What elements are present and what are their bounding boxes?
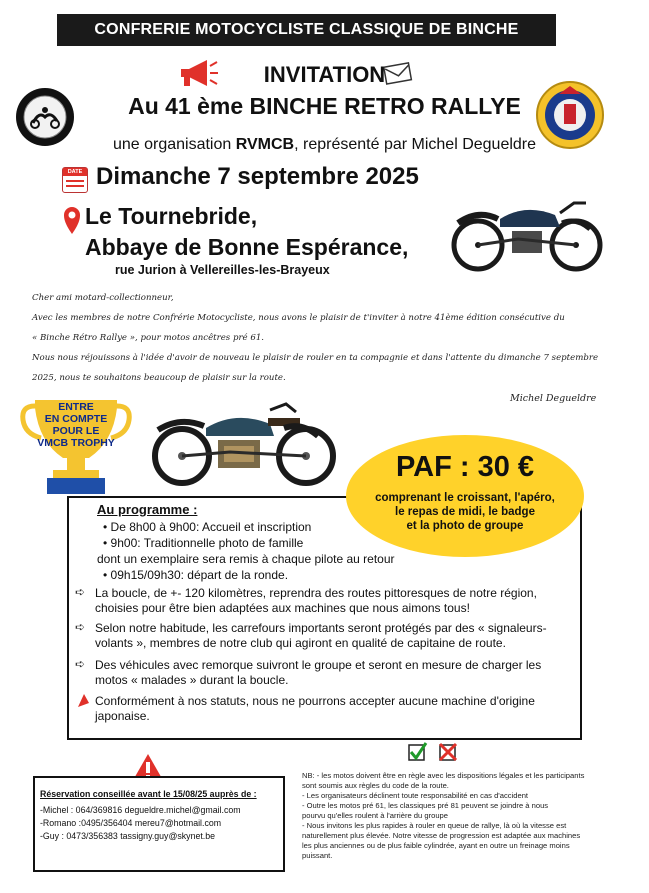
programme-item: dont un exemplaire sera remis à chaque pilote au retour — [97, 552, 395, 566]
programme-paragraph-line: Selon notre habitude, les carrefours importants seront protégés par des « signaleurs- — [95, 621, 547, 635]
trophy-line: EN COMPTE — [44, 413, 108, 425]
note-line: les plus anciennes ou de plus faible cylindrée, ayant en outre un freinage moins — [302, 841, 570, 850]
letter-line: Avec les membres de notre Confrérie Motocycliste, nous avons le plaisir de t'inviter à notre 41ème édition consécutive du — [32, 313, 565, 323]
programme-bullet: • 9h00: Traditionnelle photo de famille — [103, 536, 304, 550]
cross-icon — [438, 742, 458, 762]
letter-line: Nous nous réjouissons à l'idée d'avoir de nouveau le plaisir de rouler en ta compagnie et dans l'attente du dimanche 7 septembre — [32, 353, 599, 363]
price-detail-line: comprenant le croissant, l'apéro, — [375, 492, 555, 504]
note-line: NB: - les motos doivent être en règle avec les dispositions légales et les participants — [302, 771, 585, 780]
event-date: Dimanche 7 septembre 2025 — [96, 163, 419, 190]
price-title: PAF : 30 € — [395, 451, 535, 483]
programme-item: De 8h00 à 9h00: Accueil et inscription — [110, 520, 312, 534]
trophy-line: ENTRE — [58, 401, 94, 413]
vintage-motorcycle-image — [450, 193, 605, 273]
letter-line: « Binche Rétro Rallye », pour motos ancêtres pré 61. — [32, 333, 265, 343]
note-line: - Nous invitons les plus rapides à rouler en queue de rallye, là où la vitesse est — [302, 821, 567, 830]
signature: Michel Degueldre — [510, 393, 597, 404]
reservation-contact: -Michel : 064/369816 degueldre.michel@gmail.com — [40, 805, 241, 815]
note-line: - Outre les motos pré 61, les classiques pré 81 peuvent se joindre à nous — [302, 801, 549, 810]
price-detail-line: le repas de midi, le badge — [395, 506, 535, 518]
programme-paragraph-line: Conformément à nos statuts, nous ne pourrons accepter aucune machine d'origine — [95, 694, 535, 708]
price-detail-line: et la photo de groupe — [406, 520, 524, 532]
note-line: - Les organisateurs déclinent toute responsabilité en cas d'accident — [302, 791, 529, 800]
note-line: pourvu qu'elles roulent à l'arrière du groupe — [302, 811, 449, 820]
programme-paragraph-line: motos « malades » durant la boucle. — [95, 673, 289, 687]
letter-line: 2025, nous te souhaitons beaucoup de plaisir sur la route. — [32, 373, 286, 383]
arrow-icon: ➪ — [75, 620, 86, 634]
reservation-title: Réservation conseillée avant le 15/08/25 auprès de : — [40, 789, 257, 799]
programme-paragraph-line: choisies pour être bien adaptées aux machines que nous aimons tous! — [95, 601, 470, 615]
invitation-title: INVITATION — [263, 62, 386, 87]
programme-paragraph-line: La boucle, de +- 120 kilomètres, reprendra des routes pittoresques de notre région, — [95, 586, 537, 600]
trophy-line: POUR LE — [52, 425, 100, 437]
programme-item: 9h00: Traditionnelle photo de famille — [110, 536, 304, 550]
price-details — [346, 491, 584, 533]
location-pin-icon — [62, 205, 82, 235]
warning-flag-icon — [76, 692, 90, 708]
programme-bullet: • De 8h00 à 9h00: Accueil et inscription — [103, 520, 312, 534]
organizer-prefix: une organisation — [112, 136, 236, 153]
programme-title: Au programme : — [97, 502, 198, 517]
calendar-icon — [62, 167, 88, 193]
letter-line: Cher ami motard-collectionneur, — [32, 293, 174, 303]
programme-paragraph-line: Des véhicules avec remorque suivront le groupe et seront en mesure de charger les — [95, 658, 542, 672]
note-line: sont soumis aux règles du code de la route. — [302, 781, 449, 790]
venue-street: rue Jurion à Vellereilles-les-Brayeux — [115, 263, 330, 277]
note-line: naturellement plus élevée. Notre vitesse de progression est adaptée aux machines — [302, 831, 581, 840]
programme-bullet: • 09h15/09h30: départ de la ronde. — [103, 568, 289, 582]
organizer-suffix: , représenté par Michel Degueldre — [294, 136, 537, 153]
programme-paragraph-line: japonaise. — [95, 709, 150, 723]
arrow-icon: ➪ — [75, 657, 86, 671]
venue-name: Le Tournebride, — [85, 203, 258, 229]
reservation-contact: -Guy : 0473/356383 tassigny.guy@skynet.be — [40, 831, 216, 841]
event-title: Au 41 ème BINCHE RETRO RALLYE — [128, 93, 521, 119]
trophy-line: VMCB TROPHY — [37, 437, 115, 449]
check-icon — [408, 742, 428, 762]
arrow-icon: ➪ — [75, 585, 86, 599]
organizer-name: RVMCB — [235, 136, 295, 153]
calendar-icon-label: DATE — [63, 168, 87, 176]
programme-item: 09h15/09h30: départ de la ronde. — [110, 568, 289, 582]
club-header: CONFRERIE MOTOCYCLISTE CLASSIQUE DE BINCHE — [57, 14, 556, 46]
vintage-motorcycle-photo — [150, 398, 340, 490]
organizer-line — [0, 136, 649, 154]
note-line: puissant. — [302, 851, 333, 860]
reservation-contact: -Romano :0495/356404 mereu7@hotmail.com — [40, 818, 222, 828]
venue-location: Abbaye de Bonne Espérance, — [85, 234, 409, 260]
programme-paragraph-line: volants », membres de notre club qui agiront en qualité de capitaine de route. — [95, 636, 506, 650]
